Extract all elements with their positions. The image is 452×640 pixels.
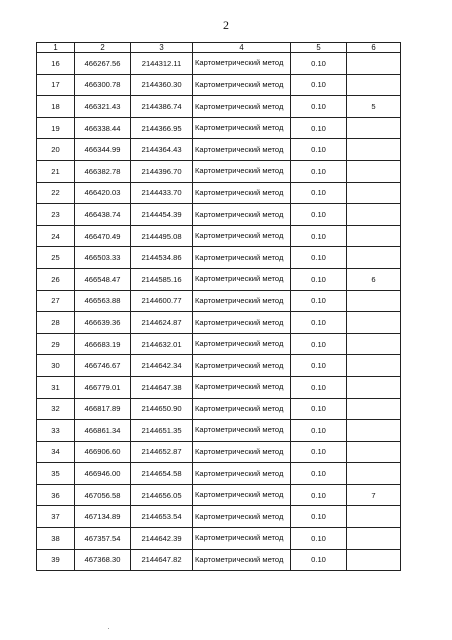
y-coordinate-cell: 2144454.39 [131,204,193,226]
table-row [37,225,401,247]
segment-cell [347,506,401,528]
segment-cell [347,74,401,96]
x-coordinate-cell: 466639.36 [75,312,131,334]
y-coordinate-cell: 2144366.95 [131,117,193,139]
point-number-cell: 28 [37,312,75,334]
x-coordinate-cell: 466344.99 [75,139,131,161]
y-coordinate-cell: 2144656.05 [131,484,193,506]
segment-cell [347,117,401,139]
table-row [37,139,401,161]
x-coordinate-cell: 466267.56 [75,53,131,75]
error-cell: 0.10 [291,96,347,118]
x-coordinate-cell: 466946.00 [75,463,131,485]
y-coordinate-cell: 2144360.30 [131,74,193,96]
point-number-cell: 16 [37,53,75,75]
error-cell: 0.10 [291,484,347,506]
y-coordinate-cell: 2144600.77 [131,290,193,312]
table-row [37,312,401,334]
method-cell: Картометрический метод [193,549,291,571]
x-coordinate-cell: 466420.03 [75,182,131,204]
method-cell: Картометрический метод [193,398,291,420]
table-row [37,441,401,463]
method-cell: Картометрический метод [193,355,291,377]
table-row [37,420,401,442]
segment-cell [347,333,401,355]
table-row [37,506,401,528]
x-coordinate-cell: 466683.19 [75,333,131,355]
table-row [37,398,401,420]
point-number-cell: 19 [37,117,75,139]
segment-cell [347,182,401,204]
segment-cell [347,53,401,75]
segment-cell [347,290,401,312]
segment-cell [347,225,401,247]
segment-cell: 7 [347,484,401,506]
point-number-cell: 17 [37,74,75,96]
point-number-cell: 22 [37,182,75,204]
method-cell: Картометрический метод [193,290,291,312]
y-coordinate-cell: 2144364.43 [131,139,193,161]
x-coordinate-cell: 467368.30 [75,549,131,571]
x-coordinate-cell: 466861.34 [75,420,131,442]
method-cell: Картометрический метод [193,376,291,398]
method-cell: Картометрический метод [193,204,291,226]
error-cell: 0.10 [291,139,347,161]
method-cell: Картометрический метод [193,420,291,442]
table-row [37,549,401,571]
method-cell: Картометрический метод [193,182,291,204]
method-cell: Картометрический метод [193,74,291,96]
point-number-cell: 34 [37,441,75,463]
error-cell: 0.10 [291,506,347,528]
table-row [37,268,401,290]
x-coordinate-cell: 466503.33 [75,247,131,269]
method-cell: Картометрический метод [193,441,291,463]
y-coordinate-cell: 2144650.90 [131,398,193,420]
table-row [37,96,401,118]
error-cell: 0.10 [291,204,347,226]
x-coordinate-cell: 466382.78 [75,160,131,182]
method-cell: Картометрический метод [193,117,291,139]
y-coordinate-cell: 2144396.70 [131,160,193,182]
method-cell: Картометрический метод [193,160,291,182]
table-row [37,53,401,75]
coordinates-table [36,42,401,571]
point-number-cell: 36 [37,484,75,506]
point-number-cell: 29 [37,333,75,355]
segment-cell [347,160,401,182]
point-number-cell: 20 [37,139,75,161]
segment-cell [347,247,401,269]
error-cell: 0.10 [291,182,347,204]
error-cell: 0.10 [291,549,347,571]
table-row [37,484,401,506]
segment-cell: 6 [347,268,401,290]
x-coordinate-cell: 466470.49 [75,225,131,247]
x-coordinate-cell: 467357.54 [75,528,131,550]
error-cell: 0.10 [291,312,347,334]
segment-cell [347,139,401,161]
error-cell: 0.10 [291,117,347,139]
x-coordinate-cell: 466300.78 [75,74,131,96]
method-cell: Картометрический метод [193,247,291,269]
x-coordinate-cell: 466563.88 [75,290,131,312]
method-cell: Картометрический метод [193,96,291,118]
table-body [37,53,401,571]
header-cell: 5 [291,43,347,53]
method-cell: Картометрический метод [193,333,291,355]
segment-cell [347,376,401,398]
error-cell: 0.10 [291,290,347,312]
x-coordinate-cell: 466438.74 [75,204,131,226]
y-coordinate-cell: 2144647.38 [131,376,193,398]
error-cell: 0.10 [291,420,347,442]
point-number-cell: 38 [37,528,75,550]
table-row [37,528,401,550]
method-cell: Картометрический метод [193,528,291,550]
table-row [37,182,401,204]
table-row [37,74,401,96]
point-number-cell: 32 [37,398,75,420]
y-coordinate-cell: 2144651.35 [131,420,193,442]
segment-cell [347,398,401,420]
error-cell: 0.10 [291,528,347,550]
error-cell: 0.10 [291,398,347,420]
point-number-cell: 31 [37,376,75,398]
error-cell: 0.10 [291,463,347,485]
segment-cell [347,528,401,550]
segment-cell [347,312,401,334]
point-number-cell: 25 [37,247,75,269]
segment-cell [347,420,401,442]
method-cell: Картометрический метод [193,484,291,506]
point-number-cell: 27 [37,290,75,312]
y-coordinate-cell: 2144632.01 [131,333,193,355]
scan-speck [108,628,109,629]
point-number-cell: 30 [37,355,75,377]
x-coordinate-cell: 466338.44 [75,117,131,139]
method-cell: Картометрический метод [193,463,291,485]
error-cell: 0.10 [291,268,347,290]
table-row [37,463,401,485]
table-row [37,160,401,182]
point-number-cell: 33 [37,420,75,442]
error-cell: 0.10 [291,225,347,247]
x-coordinate-cell: 466906.60 [75,441,131,463]
table-row [37,355,401,377]
point-number-cell: 26 [37,268,75,290]
x-coordinate-cell: 467134.89 [75,506,131,528]
method-cell: Картометрический метод [193,225,291,247]
header-cell: 3 [131,43,193,53]
table-row [37,117,401,139]
header-cell: 2 [75,43,131,53]
point-number-cell: 37 [37,506,75,528]
method-cell: Картометрический метод [193,139,291,161]
table-row [37,247,401,269]
segment-cell: 5 [347,96,401,118]
error-cell: 0.10 [291,247,347,269]
x-coordinate-cell: 466321.43 [75,96,131,118]
y-coordinate-cell: 2144653.54 [131,506,193,528]
error-cell: 0.10 [291,53,347,75]
y-coordinate-cell: 2144386.74 [131,96,193,118]
point-number-cell: 18 [37,96,75,118]
header-row [37,43,401,53]
page-number: 2 [223,18,229,32]
error-cell: 0.10 [291,355,347,377]
x-coordinate-cell: 466779.01 [75,376,131,398]
y-coordinate-cell: 2144495.08 [131,225,193,247]
method-cell: Картометрический метод [193,53,291,75]
error-cell: 0.10 [291,376,347,398]
method-cell: Картометрический метод [193,506,291,528]
header-cell: 6 [347,43,401,53]
y-coordinate-cell: 2144585.16 [131,268,193,290]
error-cell: 0.10 [291,74,347,96]
segment-cell [347,355,401,377]
table-row [37,376,401,398]
x-coordinate-cell: 466817.89 [75,398,131,420]
point-number-cell: 35 [37,463,75,485]
y-coordinate-cell: 2144642.39 [131,528,193,550]
error-cell: 0.10 [291,160,347,182]
y-coordinate-cell: 2144654.58 [131,463,193,485]
x-coordinate-cell: 466548.47 [75,268,131,290]
y-coordinate-cell: 2144624.87 [131,312,193,334]
segment-cell [347,549,401,571]
table-row [37,333,401,355]
y-coordinate-cell: 2144642.34 [131,355,193,377]
method-cell: Картометрический метод [193,312,291,334]
point-number-cell: 39 [37,549,75,571]
header-cell: 1 [37,43,75,53]
point-number-cell: 24 [37,225,75,247]
x-coordinate-cell: 467056.58 [75,484,131,506]
y-coordinate-cell: 2144652.87 [131,441,193,463]
segment-cell [347,441,401,463]
y-coordinate-cell: 2144534.86 [131,247,193,269]
y-coordinate-cell: 2144433.70 [131,182,193,204]
y-coordinate-cell: 2144312.11 [131,53,193,75]
x-coordinate-cell: 466746.67 [75,355,131,377]
table-row [37,290,401,312]
segment-cell [347,463,401,485]
segment-cell [347,204,401,226]
table-row [37,204,401,226]
error-cell: 0.10 [291,441,347,463]
y-coordinate-cell: 2144647.82 [131,549,193,571]
point-number-cell: 21 [37,160,75,182]
method-cell: Картометрический метод [193,268,291,290]
header-cell: 4 [193,43,291,53]
point-number-cell: 23 [37,204,75,226]
error-cell: 0.10 [291,333,347,355]
